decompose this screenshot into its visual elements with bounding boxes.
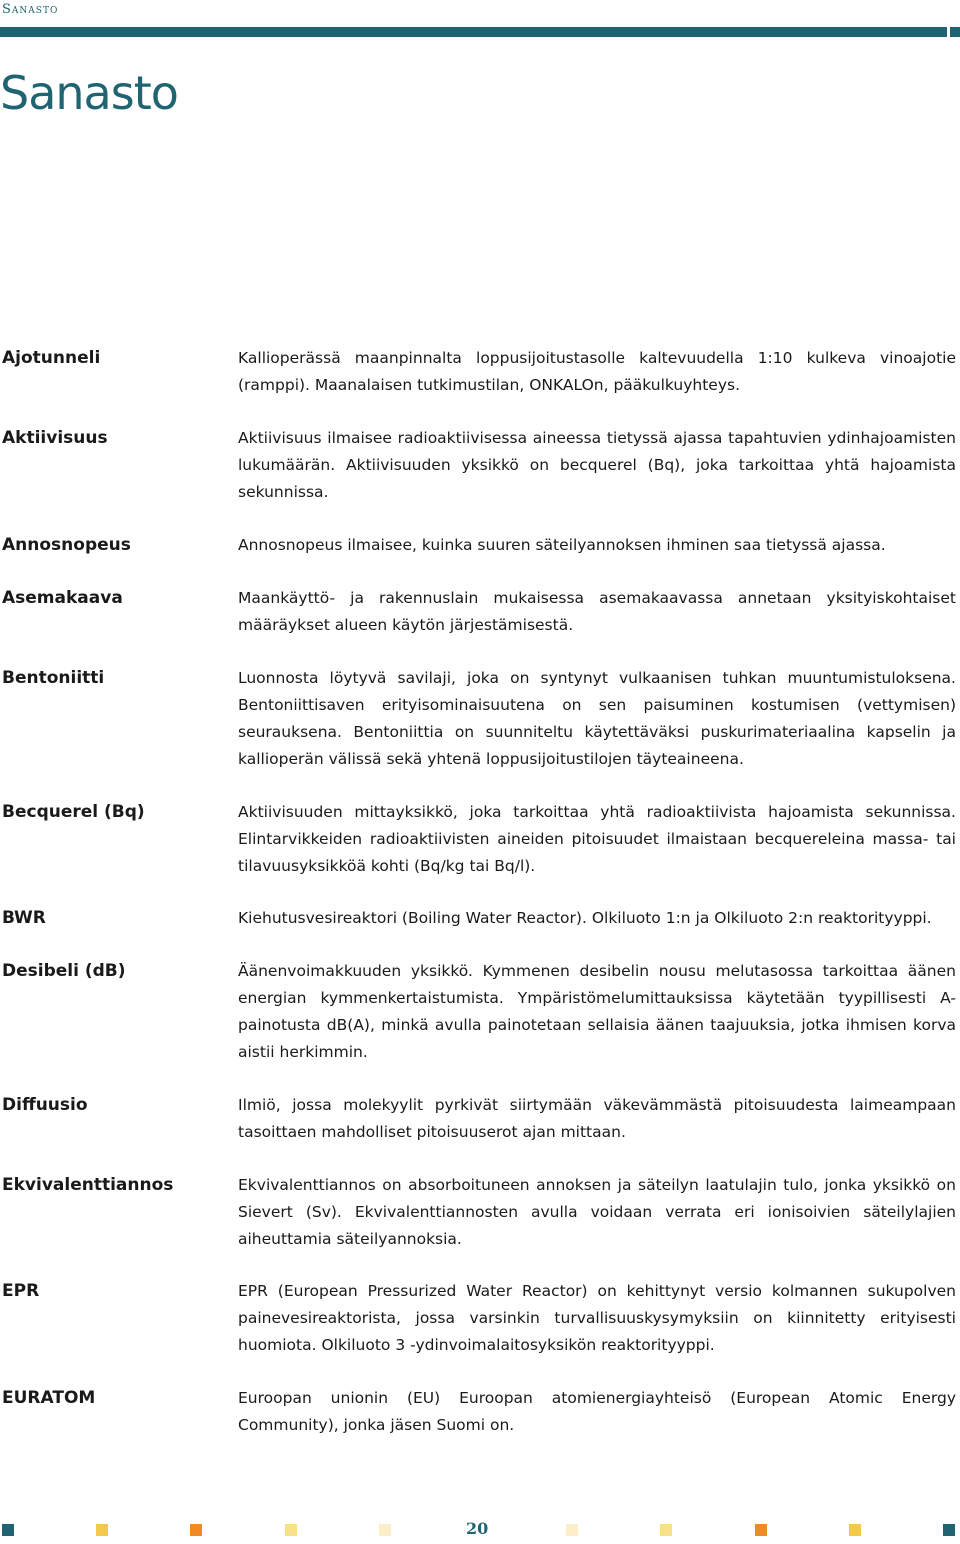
footer-square-teal — [2, 1524, 14, 1536]
glossary-term: Diffuusio — [2, 1095, 88, 1115]
glossary-term: EURATOM — [2, 1388, 96, 1408]
footer-square-pale-yellow — [660, 1524, 672, 1536]
glossary-term: Ajotunneli — [2, 348, 101, 368]
header-rule-bar — [0, 27, 947, 37]
glossary-term: Desibeli (dB) — [2, 961, 126, 981]
glossary-term: Asemakaava — [2, 588, 123, 608]
glossary-term: Becquerel (Bq) — [2, 802, 145, 822]
glossary-term: Aktiivisuus — [2, 428, 108, 448]
glossary-definition: Ekvivalenttiannos on absorboituneen annoksen ja säteilyn laatulajin tulo, jonka yksikkö on Sievert (Sv). Ekvivalenttiannosten avulla voidaan verrata eri ionisoivien säteilylajien aiheuttamia säteilyannoksia. — [238, 1176, 956, 1248]
glossary-term: Ekvivalenttiannos — [2, 1175, 174, 1195]
page-title: Sanasto — [0, 66, 178, 120]
glossary-definition: Aktiivisuuden mittayksikkö, joka tarkoittaa yhtä radioaktiivista hajoamista sekunnissa. Elintarvikkeiden radioaktiivisten aineiden pitoisuudet ilmaistaan becquereleina massa- tai tilavuusyksikköä kohti (Bq/kg tai Bq/l). — [238, 803, 956, 875]
footer-square-yellow — [849, 1524, 861, 1536]
glossary-definition: EPR (European Pressurized Water Reactor) on kehittynyt versio kolmannen sukupolven painevesireaktorista, jossa varsinkin turvallisuuskysymyksiin on kiinnitetty erityisesti huomiota. Olkiluoto 3 -ydinvoimalaitosyksikön reaktorityyppi. — [238, 1282, 956, 1354]
glossary-definition: Maankäyttö- ja rakennuslain mukaisessa asemakaavassa annetaan yksityiskohtaiset määräykset alueen käytön järjestämisestä. — [238, 589, 956, 634]
glossary-term: EPR — [2, 1281, 40, 1301]
glossary-definition: Euroopan unionin (EU) Euroopan atomienergiayhteisö (European Atomic Energy Community), jonka jäsen Suomi on. — [238, 1389, 956, 1434]
footer-square-teal — [943, 1524, 955, 1536]
footer-square-pale-yellow — [285, 1524, 297, 1536]
footer-square-cream — [566, 1524, 578, 1536]
glossary-definition: Ilmiö, jossa molekyylit pyrkivät siirtymään väkevämmästä pitoisuudesta laimeampaan tasoittaen mahdolliset pitoisuuserot ajan mittaan. — [238, 1096, 956, 1141]
glossary-term: Annosnopeus — [2, 535, 131, 555]
glossary-definition: Annosnopeus ilmaisee, kuinka suuren säteilyannoksen ihminen saa tietyssä ajassa. — [238, 536, 886, 554]
footer-square-orange — [755, 1524, 767, 1536]
header-rule — [0, 27, 960, 37]
glossary-definition: Luonnosta löytyvä savilaji, joka on syntynyt vulkaanisen tuhkan muuntumistuloksena. Bentoniittisaven erityisominaisuutena on sen paisuminen kostumisen (vettymisen) seurauksena. Bentoniittia on suunniteltu käytettäväksi puskurimateriaalina kapselin ja kallioperän välissä sekä yhtenä loppusijoitustilojen täyteaineena. — [238, 669, 956, 768]
glossary-definition: Äänenvoimakkuuden yksikkö. Kymmenen desibelin nousu melutasossa tarkoittaa äänen energian kymmenkertaistumista. Ympäristömelumittauksissa käytetään tyypillisesti A-painotusta dB(A), minkä avulla painotetaan sellaisia äänen taajuuksia, jotka ihmisen korva aistii herkimmin. — [238, 962, 956, 1061]
glossary-definition: Kallioperässä maanpinnalta loppusijoitustasolle kaltevuudella 1:10 kulkeva vinoajotie (ramppi). Maanalaisen tutkimustilan, ONKALOn, pääkulkuyhteys. — [238, 349, 956, 394]
glossary-term: Bentoniitti — [2, 668, 105, 688]
page-number: 20 — [466, 1519, 489, 1538]
glossary-definition: Aktiivisuus ilmaisee radioaktiivisessa aineessa tietyssä ajassa tapahtuvien ydinhajoamisten lukumäärän. Aktiivisuuden yksikkö on becquerel (Bq), joka tarkoittaa yhtä hajoamista sekunnissa. — [238, 429, 956, 501]
glossary-term: BWR — [2, 908, 46, 928]
footer-square-yellow — [96, 1524, 108, 1536]
running-head: Sanasto — [2, 2, 59, 17]
footer-square-cream — [379, 1524, 391, 1536]
footer-square-orange — [190, 1524, 202, 1536]
glossary-definition: Kiehutusvesireaktori (Boiling Water Reactor). Olkiluoto 1:n ja Olkiluoto 2:n reaktorityyppi. — [238, 909, 932, 927]
header-rule-square — [950, 27, 960, 37]
